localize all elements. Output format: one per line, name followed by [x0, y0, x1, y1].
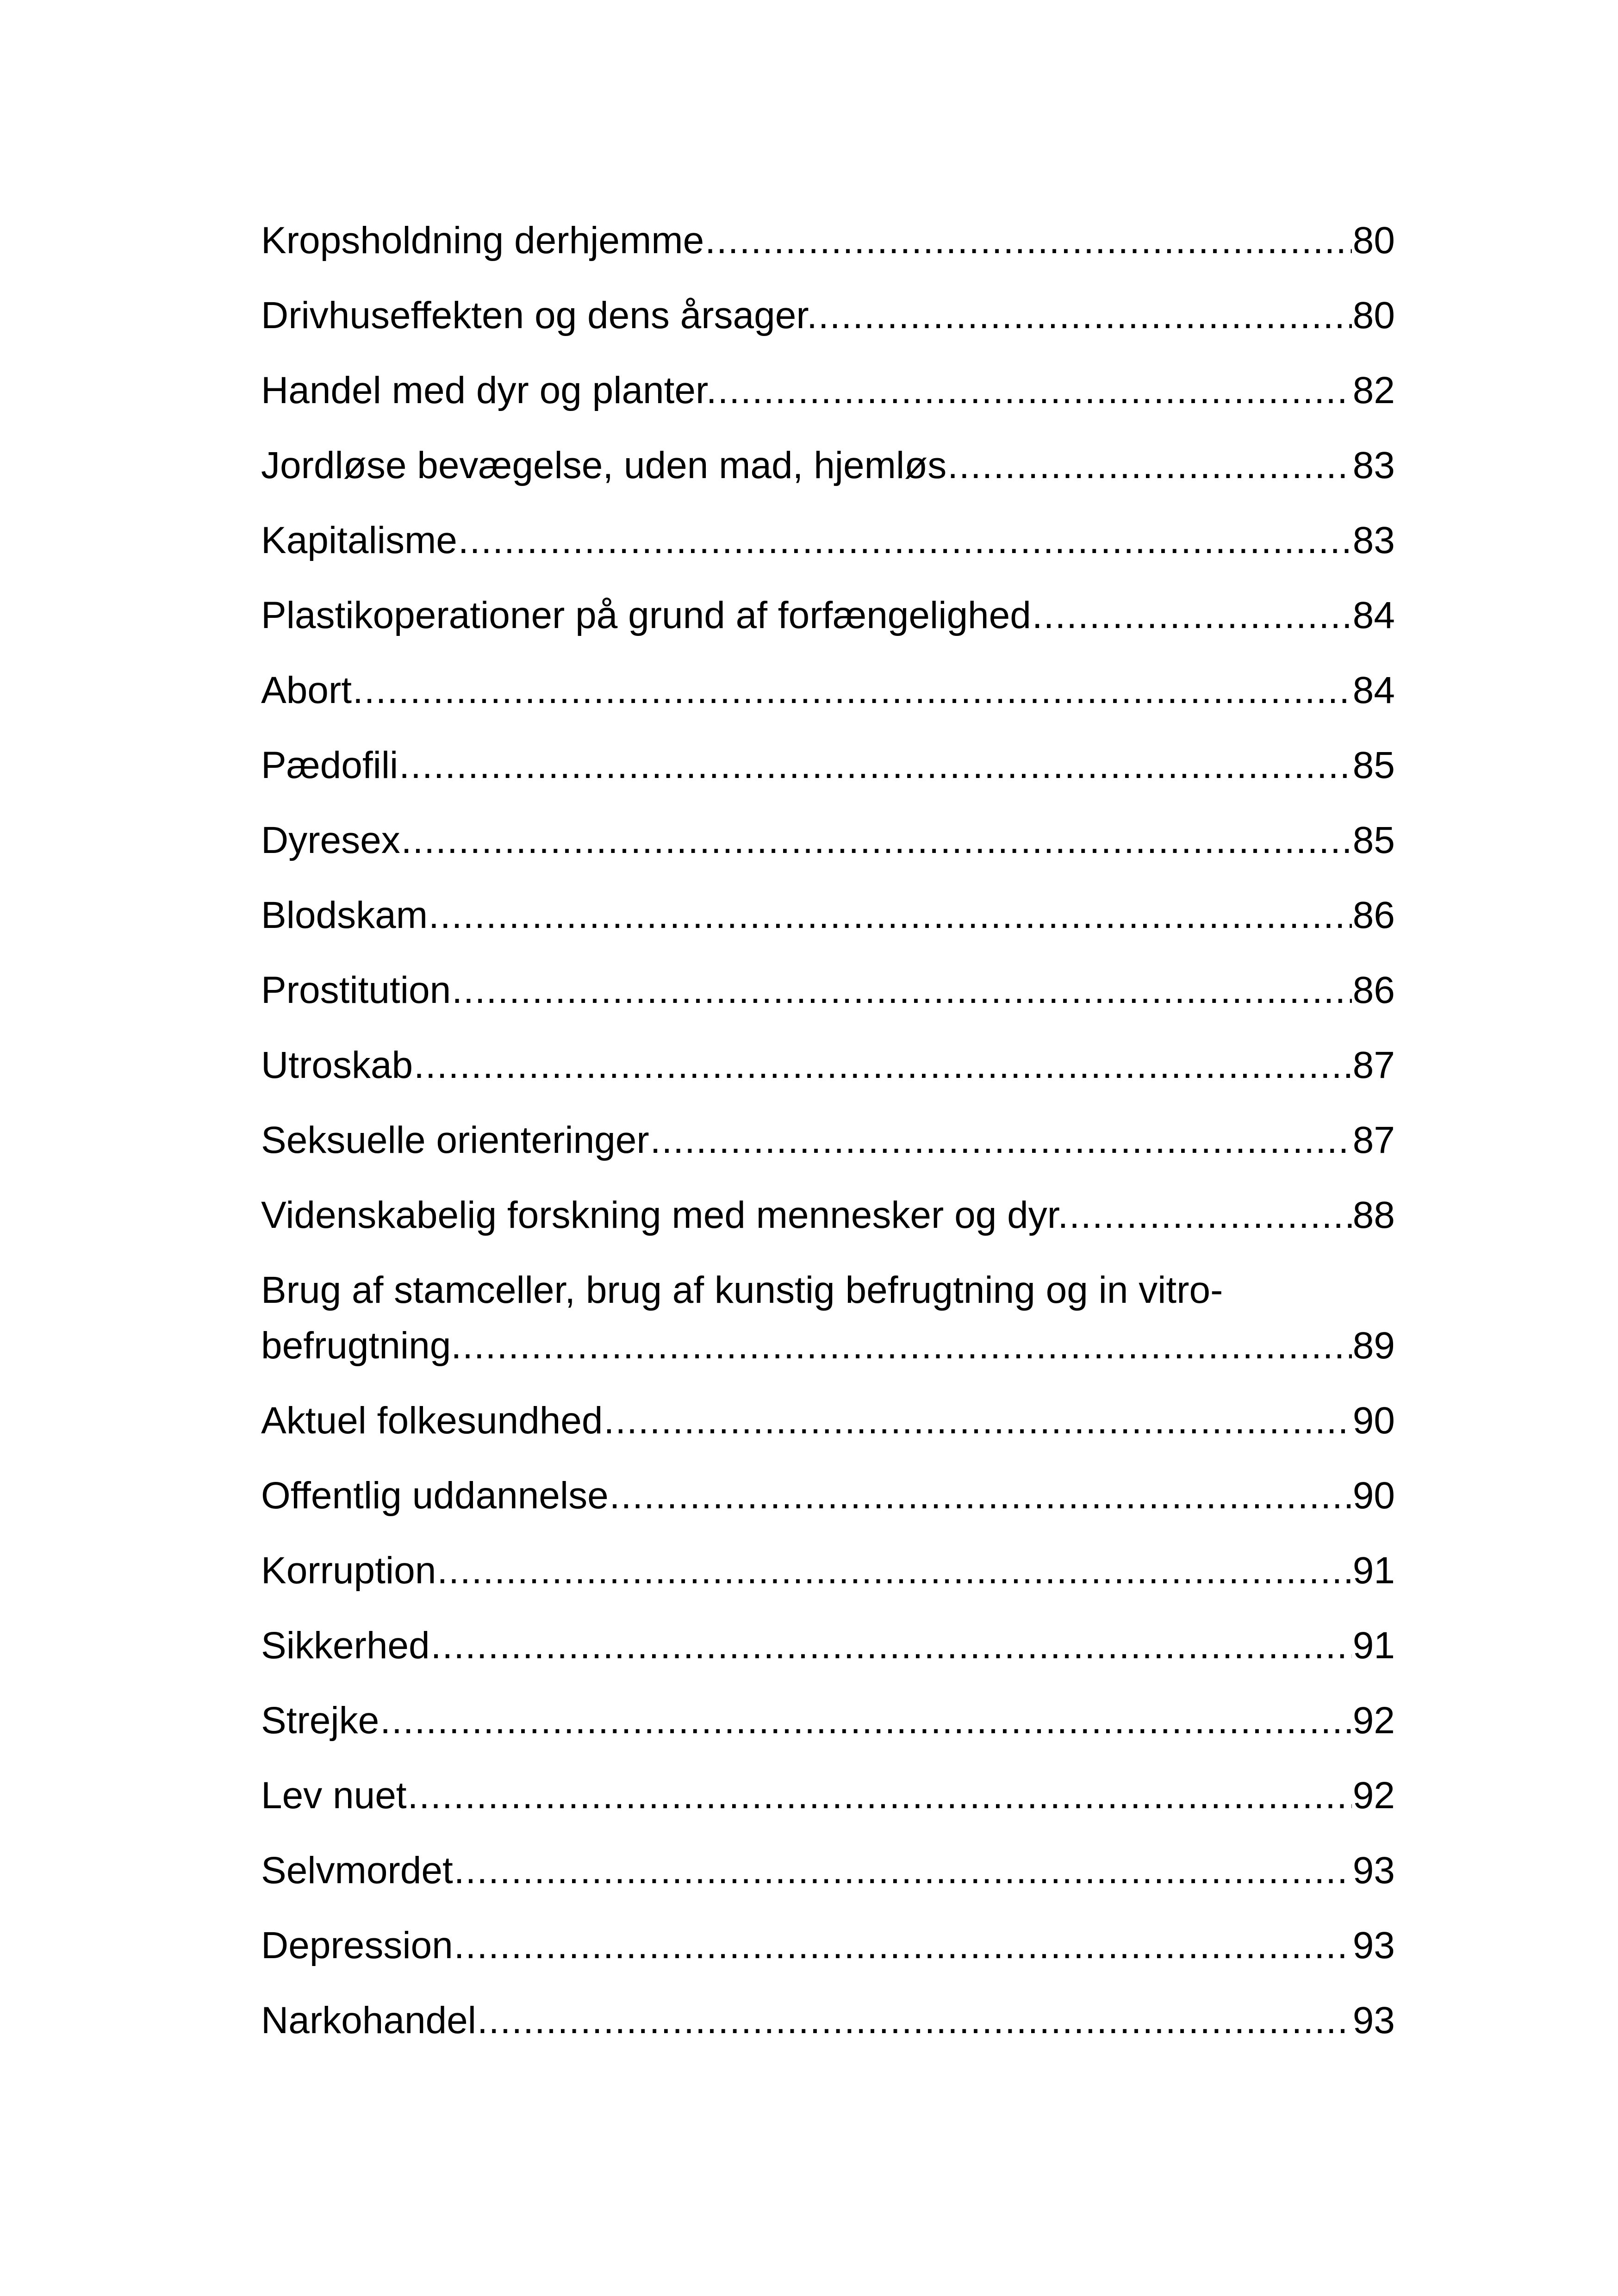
- toc-entry-title: Jordløse bevægelse, uden mad, hjemløs: [261, 444, 947, 486]
- toc-entry-page: 87: [1352, 1044, 1395, 1086]
- toc-dot-leader: [947, 438, 1352, 493]
- toc-entry[interactable]: [261, 663, 1395, 718]
- toc-entry-page: 83: [1352, 444, 1395, 486]
- toc-entry-page: 85: [1352, 744, 1395, 786]
- toc-entry-page: 86: [1352, 969, 1395, 1011]
- toc-dot-leader: [401, 813, 1352, 868]
- toc-entry-page: 90: [1352, 1475, 1395, 1517]
- toc-dot-leader: [452, 963, 1352, 1018]
- toc-entry-title: Drivhuseffekten og dens årsager.: [261, 294, 817, 336]
- toc-dot-leader: [353, 663, 1352, 718]
- toc-entry-page: 93: [1352, 1924, 1395, 1966]
- toc-entry[interactable]: [261, 1113, 1395, 1168]
- toc-entry[interactable]: [261, 1038, 1395, 1093]
- toc-dot-leader: [462, 1318, 1352, 1374]
- toc-entry-title: Prostitution: [261, 969, 451, 1011]
- toc-entry[interactable]: [261, 513, 1395, 568]
- toc-entry-page: 89: [1352, 1325, 1395, 1367]
- toc-entry-title: Selvmordet: [261, 1849, 453, 1892]
- toc-entry[interactable]: [261, 438, 1395, 493]
- toc-dot-leader: [399, 738, 1352, 793]
- toc-dot-leader: [610, 1468, 1352, 1524]
- toc-entry-title: Handel med dyr og planter.: [261, 369, 717, 411]
- toc-entry-page: 87: [1352, 1119, 1395, 1161]
- toc-entry[interactable]: [261, 888, 1395, 943]
- toc-entry[interactable]: [261, 1918, 1395, 1973]
- toc-entry-page: 91: [1352, 1549, 1395, 1592]
- toc-entry[interactable]: [261, 1693, 1395, 1748]
- toc-entry[interactable]: [261, 1843, 1395, 1898]
- toc-entry[interactable]: [261, 1768, 1395, 1823]
- toc-entry-page: 84: [1352, 594, 1395, 636]
- toc-entry-title: Pædofili: [261, 744, 398, 786]
- toc-entry-title: Kropsholdning derhjemme: [261, 219, 704, 261]
- toc-entry[interactable]: [261, 288, 1395, 343]
- toc-entry-page: 86: [1352, 894, 1395, 936]
- toc-entry-title: Depression: [261, 1924, 453, 1966]
- toc-entry[interactable]: [261, 1188, 1395, 1243]
- toc-entry-page: 82: [1352, 369, 1395, 411]
- toc-entry-title: Blodskam: [261, 894, 428, 936]
- toc-entry-title: Utroskab: [261, 1044, 413, 1086]
- toc-entry-title-line-1: Brug af stamceller, brug af kunstig befrugtning og in vitro-: [261, 1269, 1223, 1311]
- toc-dot-leader: [705, 213, 1352, 268]
- toc-entry[interactable]: [261, 1618, 1395, 1674]
- toc-entry-title: Strejke: [261, 1699, 380, 1742]
- toc-entry-page: 80: [1352, 219, 1395, 261]
- toc-entry-title: Plastikoperationer på grund af forfængelighed: [261, 594, 1031, 636]
- toc-entry-page: 80: [1352, 294, 1395, 336]
- toc-entry-page: 83: [1352, 519, 1395, 561]
- toc-dot-leader: [454, 1918, 1352, 1973]
- toc-dot-leader: [458, 513, 1352, 568]
- toc-dot-leader: [454, 1843, 1352, 1898]
- toc-entry-page: 84: [1352, 669, 1395, 711]
- toc-entry-page: 90: [1352, 1400, 1395, 1442]
- toc-entry-title: Lev nuet: [261, 1774, 407, 1817]
- toc-entry-page: 93: [1352, 1849, 1395, 1892]
- toc-entry-title: Videnskabelig forskning med mennesker og dyr.: [261, 1194, 1069, 1236]
- table-of-contents: [261, 213, 1395, 2068]
- toc-entry[interactable]: [261, 363, 1395, 418]
- toc-entry-page: 92: [1352, 1774, 1395, 1817]
- toc-entry[interactable]: [261, 1468, 1395, 1524]
- toc-entry-title: Narkohandel: [261, 1999, 476, 2041]
- toc-entry[interactable]: [261, 963, 1395, 1018]
- toc-entry-title: Abort: [261, 669, 352, 711]
- toc-dot-leader: [650, 1113, 1352, 1168]
- toc-dot-leader: [718, 363, 1352, 418]
- toc-dot-leader: [437, 1543, 1351, 1599]
- toc-entry-title: Offentlig uddannelse: [261, 1475, 609, 1517]
- toc-entry-page: 93: [1352, 1999, 1395, 2041]
- toc-dot-leader: [429, 888, 1352, 943]
- toc-entry-title-line-2: befrugtning.: [261, 1325, 462, 1367]
- toc-entry-title: Korruption: [261, 1549, 436, 1592]
- toc-dot-leader: [604, 1393, 1352, 1449]
- toc-entry-title: Seksuelle orienteringer: [261, 1119, 649, 1161]
- toc-dot-leader: [818, 288, 1352, 343]
- toc-entry-title: Sikkerhed: [261, 1624, 430, 1667]
- toc-dot-leader: [1032, 588, 1352, 643]
- toc-dot-leader: [414, 1038, 1352, 1093]
- toc-entry-title: Dyresex: [261, 819, 400, 861]
- toc-entry[interactable]: [261, 213, 1395, 268]
- toc-entry[interactable]: [261, 1993, 1395, 2048]
- toc-entry[interactable]: [261, 1393, 1395, 1449]
- toc-entry[interactable]: [261, 738, 1395, 793]
- toc-dot-leader: [380, 1693, 1352, 1748]
- toc-entry[interactable]: [261, 1263, 1395, 1374]
- toc-dot-leader: [1069, 1188, 1352, 1243]
- toc-entry-page: 92: [1352, 1699, 1395, 1742]
- toc-entry[interactable]: [261, 1543, 1395, 1599]
- toc-entry-title: Kapitalisme: [261, 519, 457, 561]
- toc-dot-leader: [477, 1993, 1352, 2048]
- toc-entry-page: 85: [1352, 819, 1395, 861]
- toc-entry-title: Aktuel folkesundhed: [261, 1400, 603, 1442]
- toc-dot-leader: [408, 1768, 1352, 1823]
- toc-entry[interactable]: [261, 588, 1395, 643]
- toc-entry-page: 88: [1352, 1194, 1395, 1236]
- toc-entry-page: 91: [1352, 1624, 1395, 1667]
- toc-entry[interactable]: [261, 813, 1395, 868]
- toc-dot-leader: [431, 1618, 1352, 1674]
